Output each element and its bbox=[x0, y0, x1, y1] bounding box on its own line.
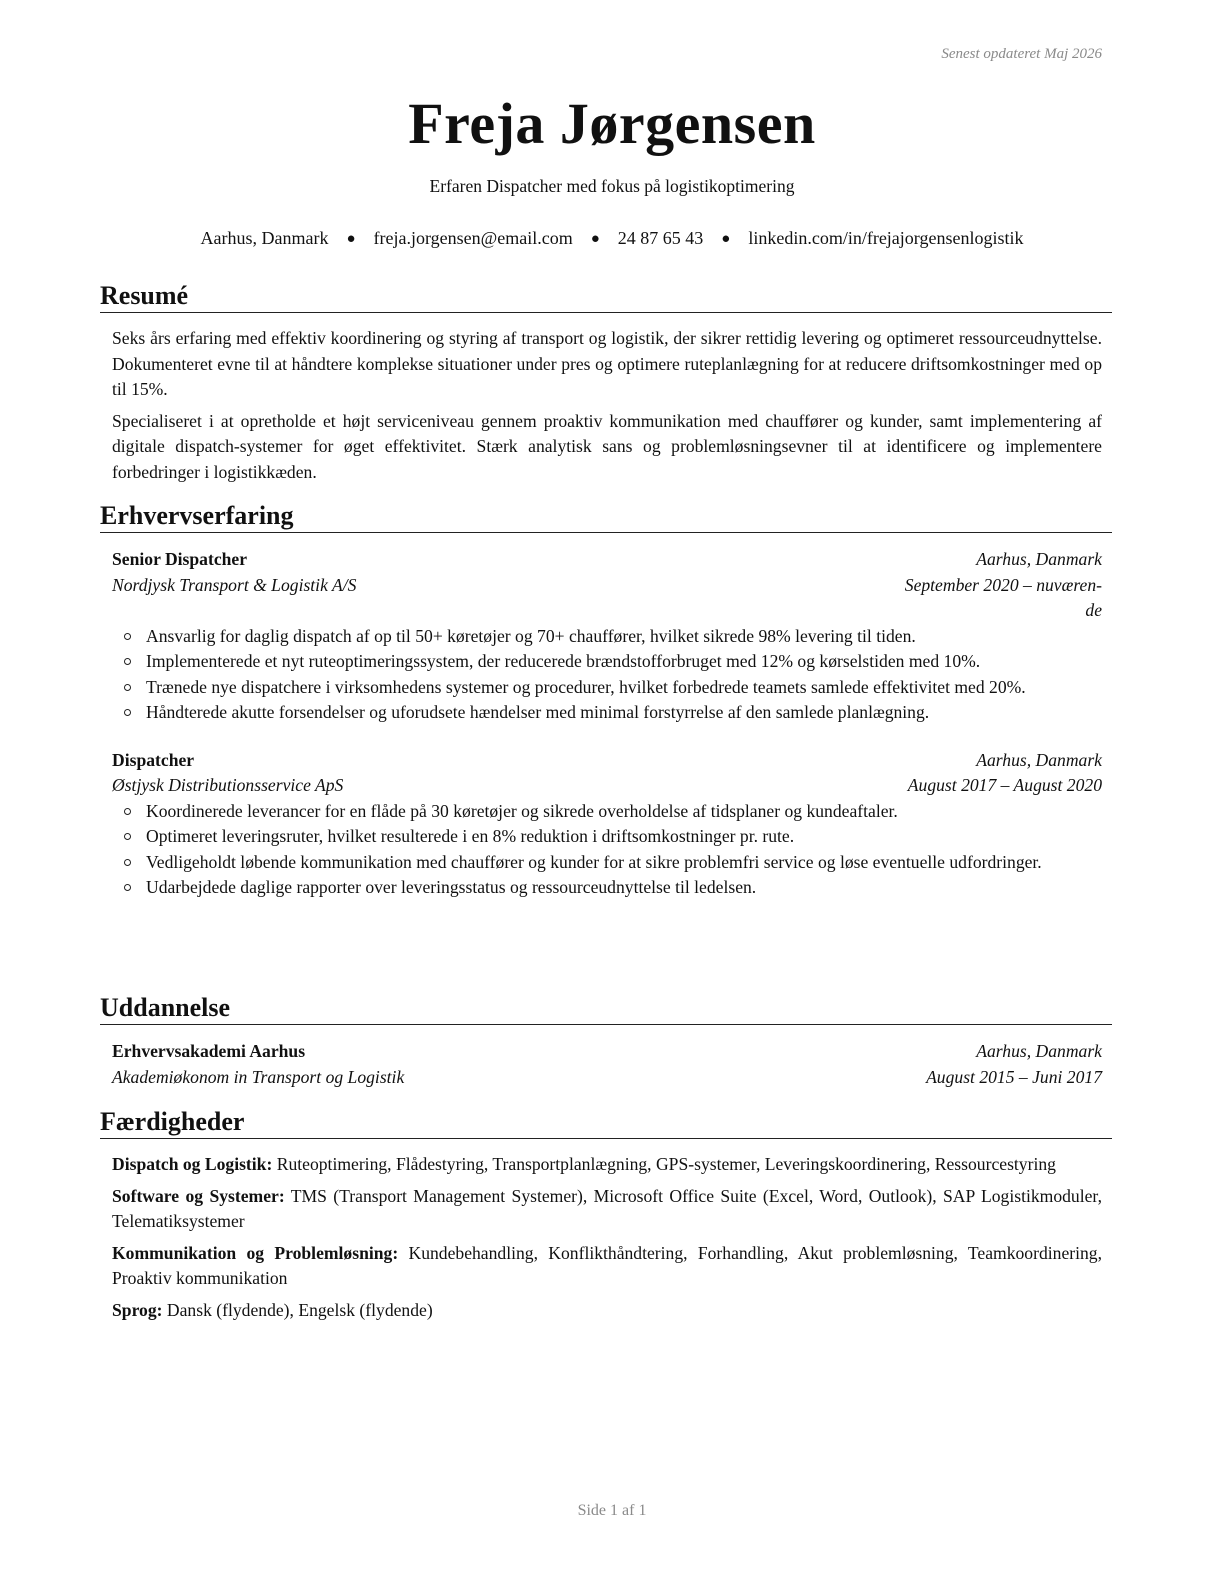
job-role: Senior Dispatcher bbox=[112, 549, 248, 569]
contact-location: Aarhus, Danmark bbox=[200, 228, 329, 248]
education-section bbox=[100, 992, 1112, 1090]
job-company: Østjysk Distributionsservice ApS bbox=[112, 775, 344, 795]
last-updated: Senest opdateret Maj 2026 bbox=[941, 46, 1102, 62]
school-location: Aarhus, Danmark bbox=[976, 1041, 1102, 1061]
contact-line bbox=[0, 228, 1224, 249]
summary-paragraph: Specialiseret i at opretholde et højt serviceniveau gennem proaktiv kommunikation med chauffører og kunder, samt implementering af digitale dispatch-systemer for øget effektivitet. Stærk analytisk sans og problemløsningsevner til at identificere og implementere forbedringer i logistikkæden. bbox=[112, 410, 1102, 482]
page-number: Side 1 af 1 bbox=[577, 1502, 647, 1519]
bullet-separator: ● bbox=[721, 231, 731, 247]
list-item: Trænede nye dispatchere i virksomhedens systemer og procedurer, hvilket forbedrede teamets samlede effektivitet med 20%. bbox=[112, 675, 1102, 701]
contact-phone: 24 87 65 43 bbox=[617, 228, 704, 248]
skill-group: Dispatch og Logistik: Ruteoptimering, Flådestyring, Transportplanlægning, GPS-systemer, Leveringskoordinering, Ressourcestyring bbox=[112, 1154, 1056, 1174]
tagline: Erfaren Dispatcher med fokus på logistikoptimering bbox=[429, 176, 795, 196]
job-bullets bbox=[112, 624, 1102, 726]
list-item: Implementerede et nyt ruteoptimeringssystem, der reducerede brændstofforbruget med 12% og kørselstiden med 10%. bbox=[112, 649, 1102, 675]
list-item: Ansvarlig for daglig dispatch af op til 50+ køretøjer og 70+ chauffører, hvilket sikrede 98% levering til tiden. bbox=[112, 624, 1102, 650]
section-title: Uddannelse bbox=[100, 992, 1112, 1025]
job-location: Aarhus, Danmark bbox=[976, 549, 1102, 569]
section-title: Erhvervserfaring bbox=[100, 500, 1112, 533]
bullet-separator: ● bbox=[346, 231, 356, 247]
summary-paragraph: Seks års erfaring med effektiv koordinering og styring af transport og logistik, der sikrer rettidig levering og optimeret ressourceudnyttelse. Dokumenteret evne til at håndtere komplekse situationer under pres og optimere ruteplanlægning for at reducere driftsomkostninger med op til 15%. bbox=[112, 328, 1102, 399]
job-entry bbox=[112, 748, 1102, 901]
candidate-name: Freja Jørgensen bbox=[408, 91, 816, 156]
degree: Akademiøkonom in Transport og Logistik bbox=[112, 1066, 405, 1087]
job-dates: September 2020 – nuværen- de bbox=[904, 574, 1102, 620]
skill-group: Sprog: Dansk (flydende), Engelsk (flydende) bbox=[112, 1299, 433, 1320]
experience-section bbox=[100, 500, 1112, 901]
contact-email[interactable]: freja.jorgensen@email.com bbox=[373, 228, 573, 248]
summary-section bbox=[100, 280, 1112, 485]
list-item: Udarbejdede daglige rapporter over leveringsstatus og ressourceudnyttelse til ledelsen. bbox=[112, 875, 1102, 901]
job-bullets bbox=[112, 799, 1102, 901]
education-dates: August 2015 – Juni 2017 bbox=[926, 1066, 1102, 1087]
job-company: Nordjysk Transport & Logistik A/S bbox=[112, 574, 357, 595]
section-title: Resumé bbox=[100, 280, 1112, 313]
job-location: Aarhus, Danmark bbox=[976, 749, 1102, 770]
list-item: Optimeret leveringsruter, hvilket resulterede i en 8% reduktion i driftsomkostninger pr. rute. bbox=[112, 824, 1102, 850]
skill-group: Kommunikation og Problemløsning: Kundebehandling, Konflikthåndtering, Forhandling, Akut problemløsning, Teamkoordinering, Proaktiv kommunikation bbox=[112, 1242, 1102, 1288]
list-item: Koordinerede leverancer for en flåde på 30 køretøjer og sikrede overholdelse af tidsplaner og kundeaftaler. bbox=[112, 799, 1102, 825]
list-item: Håndterede akutte forsendelser og uforudsete hændelser med minimal forstyrrelse af den samlede planlægning. bbox=[112, 700, 1102, 726]
skill-group: Software og Systemer: TMS (Transport Management Systemer), Microsoft Office Suite (Excel, Word, Outlook), SAP Logistikmoduler, Telematiksystemer bbox=[112, 1185, 1102, 1231]
school-name: Erhvervsakademi Aarhus bbox=[112, 1041, 306, 1061]
section-title: Færdigheder bbox=[100, 1106, 1112, 1139]
list-item: Vedligeholdt løbende kommunikation med chauffører og kunder for at sikre problemfri service og løse eventuelle udfordringer. bbox=[112, 850, 1102, 876]
skills-section bbox=[100, 1106, 1112, 1323]
job-dates: August 2017 – August 2020 bbox=[907, 775, 1102, 795]
job-role: Dispatcher bbox=[112, 749, 195, 770]
bullet-separator: ● bbox=[590, 231, 600, 247]
contact-linkedin[interactable]: linkedin.com/in/frejajorgensenlogistik bbox=[748, 228, 1024, 248]
job-entry bbox=[112, 547, 1102, 726]
